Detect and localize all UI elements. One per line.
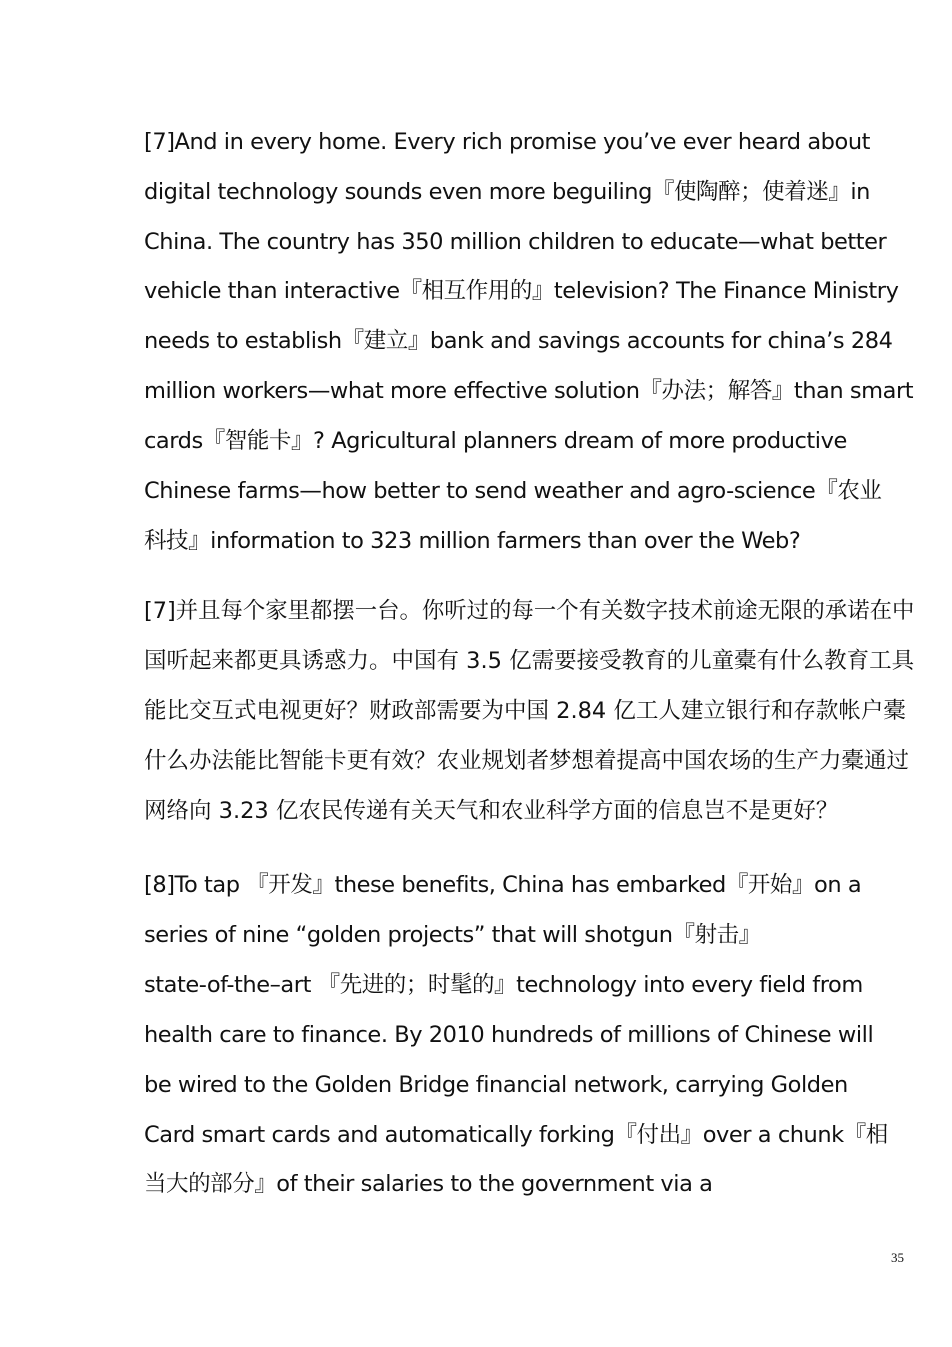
text-line: 什么办法能比智能卡更有效？农业规划者梦想着提高中国农场的生产力橐通过 <box>144 748 910 774</box>
text-line: be wired to the Golden Bridge financial network, carrying Golden <box>144 1072 848 1098</box>
text-line: million workers—what more effective solution『办法；解答』than smart <box>144 378 914 404</box>
text-line: 当大的部分』of their salaries to the government via a <box>144 1171 713 1197</box>
text-line: China. The country has 350 million children to educate—what better <box>144 229 887 255</box>
text-line: [8]To tap 『开发』these benefits, China has embarked『开始』on a <box>144 872 862 898</box>
text-line: health care to finance. By 2010 hundreds of millions of Chinese will <box>144 1022 874 1048</box>
text-line: [7]And in every home. Every rich promise you’ve ever heard about <box>144 129 871 155</box>
text-line: 科技』information to 323 million farmers than over the Web? <box>144 528 801 554</box>
text-line: 国听起来都更具诱惑力。中国有 3.5 亿需要接受教育的儿童橐有什么教育工具 <box>144 648 915 674</box>
page-number: 35 <box>891 1250 904 1265</box>
text-line: cards『智能卡』? Agricultural planners dream of more productive <box>144 428 847 454</box>
text-line: [7]并且每个家里都摆一台。你听过的每一个有关数字技术前途无限的承诺在中 <box>144 598 915 624</box>
text-line: digital technology sounds even more beguiling『使陶醉；使着迷』in <box>144 179 870 205</box>
text-line: state-of-the–art 『先进的；时髦的』technology into every field from <box>144 972 863 998</box>
text-line: 网络向 3.23 亿农民传递有关天气和农业科学方面的信息岂不是更好？ <box>144 798 839 824</box>
text-line: series of nine “golden projects” that will shotgun『射击』 <box>144 922 761 948</box>
text-line: 能比交互式电视更好？财政部需要为中国 2.84 亿工人建立银行和存款帐户橐 <box>144 698 906 724</box>
text-line: vehicle than interactive『相互作用的』television? The Finance Ministry <box>144 278 899 304</box>
text-line: Chinese farms—how better to send weather and agro-science『农业 <box>144 478 882 504</box>
text-line: Card smart cards and automatically forking『付出』over a chunk『相 <box>144 1122 888 1148</box>
text-line: needs to establish『建立』bank and savings accounts for china’s 284 <box>144 328 893 354</box>
